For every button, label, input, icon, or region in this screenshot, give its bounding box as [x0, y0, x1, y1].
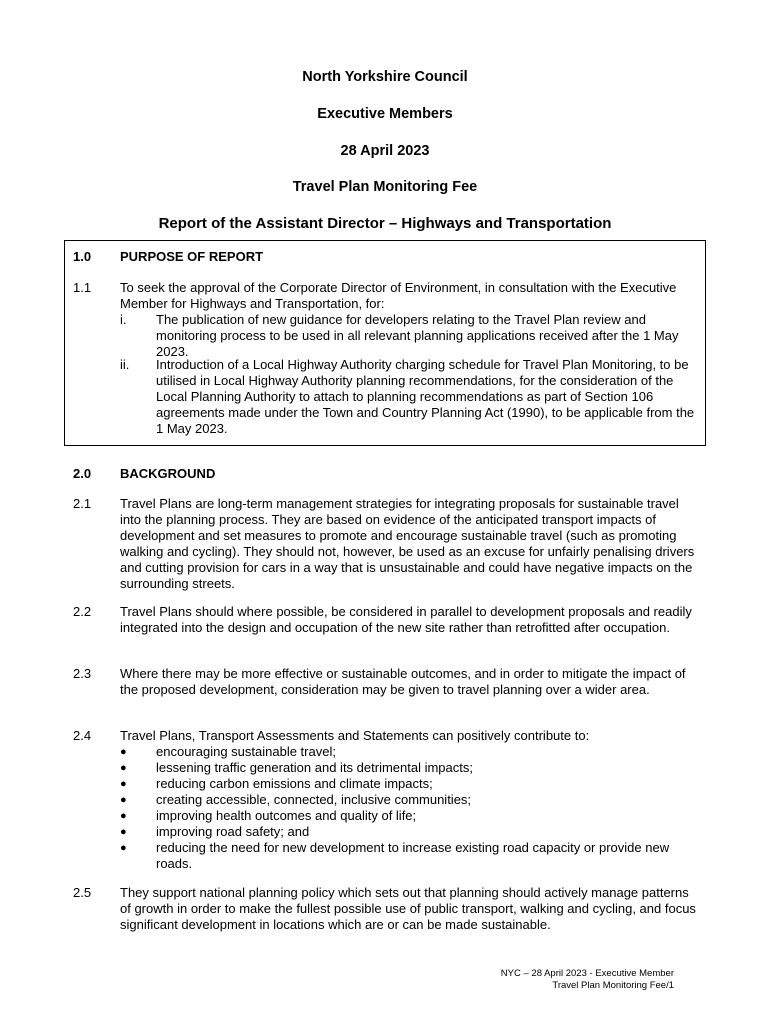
- background-heading: BACKGROUND: [120, 466, 216, 481]
- paragraph-number-1-1: 1.1: [73, 280, 92, 295]
- item-marker: i.: [120, 312, 127, 327]
- paragraph-2-5: They support national planning policy which sets out that planning should actively manage patterns of growth in order to make the fullest possible use of public transport, walking and cycling, and focus significant development in locations which are or can be made sustainable.: [120, 885, 696, 932]
- paragraph-number-2-1: 2.1: [73, 496, 92, 511]
- bullet-icon: ●: [120, 762, 127, 774]
- list-item: ● lessening traffic generation and its detrimental impacts;: [120, 760, 473, 775]
- paragraph-number-2-2: 2.2: [73, 604, 92, 619]
- section-number-2-0: 2.0: [73, 466, 92, 481]
- council-title: North Yorkshire Council: [302, 69, 468, 85]
- item-text: Introduction of a Local Highway Authority charging schedule for Travel Plan Monitoring, to be utilised in Local Highway Authority planning recommendations, for the consideration of the Local Planning Authority to attach to planning recommendations as part of Section 106 agreements made under the Town and Country Planning Act (1990), to be applicable from the 1 May 2023.: [156, 357, 695, 436]
- paragraph-1-1: To seek the approval of the Corporate Director of Environment, in consultation with the Executive Member for Highways and Transportation, for:: [120, 280, 677, 311]
- report-author-line: Report of the Assistant Director – Highways and Transportation: [158, 215, 612, 232]
- paragraph-number-2-5: 2.5: [73, 885, 92, 900]
- section-number-1-0: 1.0: [73, 249, 92, 264]
- item-marker: ii.: [120, 357, 130, 372]
- paragraph-2-1: Travel Plans are long-term management strategies for integrating proposals for sustainable travel into the planning process. They are based on evidence of the anticipated transport impacts of development and set measures to promote and encourage sustainable travel (such as promoting walking and cycling). They should not, however, be used as an excuse for unfairly penalising drivers and cutting provision for cars in a way that is unsustainable and could have negative impacts on the surrounding streets.: [120, 496, 695, 591]
- report-date: 28 April 2023: [340, 143, 430, 159]
- list-item: ● reducing the need for new development to increase existing road capacity or provide new roads.: [120, 840, 670, 871]
- paragraph-2-2: Travel Plans should where possible, be considered in parallel to development proposals and readily integrated into the design and occupation of the new site rather than retrofitted after occupation.: [120, 604, 692, 635]
- list-item: ● improving road safety; and: [120, 824, 310, 839]
- purpose-item-ii: [120, 357, 700, 437]
- bullet-icon: ●: [120, 794, 127, 806]
- paragraph-2-4: Travel Plans, Transport Assessments and Statements can positively contribute to:: [120, 728, 590, 743]
- page-footer: [501, 968, 674, 992]
- list-item: ● encouraging sustainable travel;: [120, 744, 336, 759]
- purpose-heading: PURPOSE OF REPORT: [120, 249, 264, 264]
- bullet-icon: ●: [120, 826, 127, 838]
- list-item: ● reducing carbon emissions and climate impacts;: [120, 776, 433, 791]
- list-item: ● improving health outcomes and quality of life;: [120, 808, 417, 823]
- footer-line-1: NYC – 28 April 2023 - Executive Member: [500, 968, 674, 979]
- paragraph-number-2-3: 2.3: [73, 666, 92, 681]
- contribution-bullet-list: [120, 744, 700, 872]
- footer-line-2: Travel Plan Monitoring Fee/1: [552, 980, 674, 991]
- list-item: ● creating accessible, connected, inclusive communities;: [120, 792, 472, 807]
- purpose-item-i: [120, 312, 700, 360]
- item-text: The publication of new guidance for developers relating to the Travel Plan review and monitoring process to be used in all relevant planning applications received after the 1 May 2023.: [156, 312, 679, 359]
- paragraph-2-3: Where there may be more effective or sustainable outcomes, and in order to mitigate the impact of the proposed development, consideration may be given to travel planning over a wider area.: [120, 666, 686, 697]
- bullet-icon: ●: [120, 842, 127, 854]
- paragraph-number-2-4: 2.4: [73, 728, 92, 743]
- bullet-icon: ●: [120, 810, 127, 822]
- bullet-icon: ●: [120, 778, 127, 790]
- bullet-icon: ●: [120, 746, 127, 758]
- report-subject: Travel Plan Monitoring Fee: [292, 179, 478, 195]
- audience-title: Executive Members: [317, 106, 453, 122]
